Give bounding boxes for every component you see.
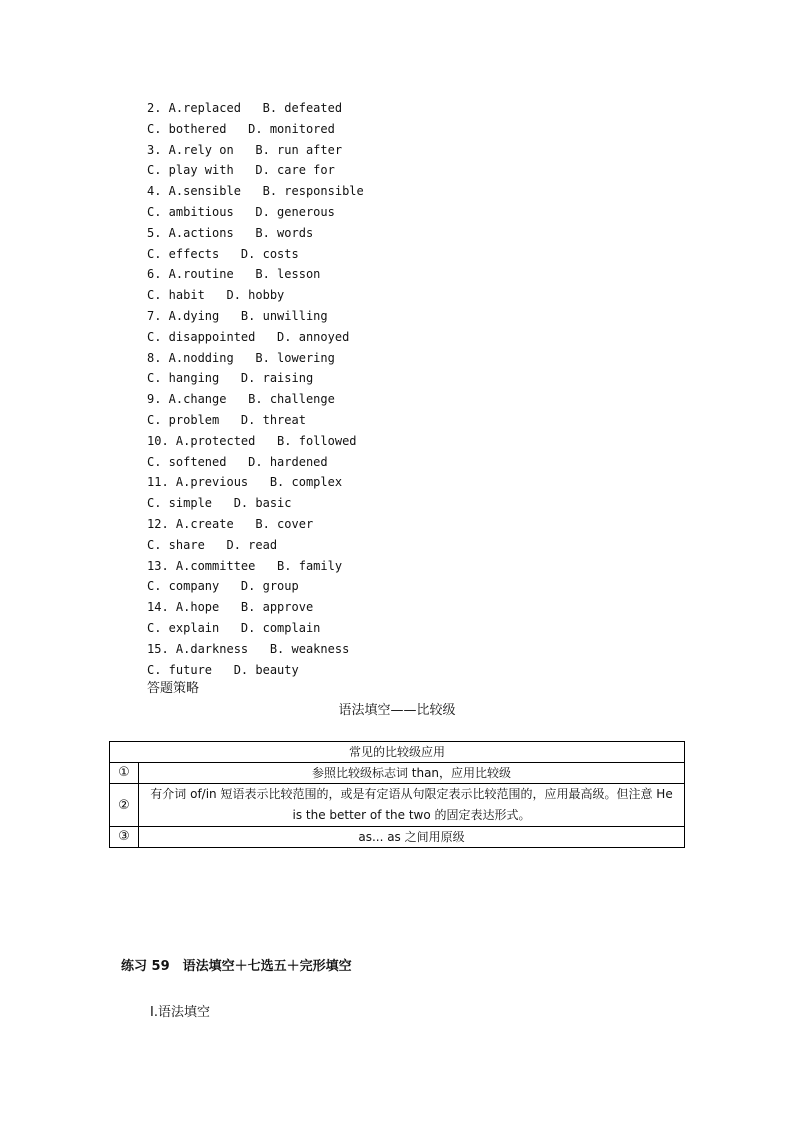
option-line: C. simple D. basic — [147, 496, 292, 511]
row-text: 参照比较级标志词 than，应用比较级 — [139, 763, 685, 784]
option-line: C. future D. beauty — [147, 662, 299, 677]
option-line: C. bothered D. monitored — [147, 121, 335, 136]
table-row — [110, 763, 685, 784]
option-line: 9. A.change B. challenge — [147, 392, 335, 407]
option-line: 7. A.dying B. unwilling — [147, 308, 328, 323]
section-title: 语法填空——比较级 — [338, 703, 456, 718]
option-line: 15. A.darkness B. weakness — [147, 641, 350, 656]
part-title: Ⅰ.语法填空 — [150, 1005, 210, 1020]
option-line: C. explain D. complain — [147, 620, 321, 635]
strategy-label: 答题策略 — [147, 681, 200, 696]
option-line: 3. A.rely on B. run after — [147, 142, 343, 157]
row-text: 有介词 of/in 短语表示比较范围的，或是有定语从句限定表示比较范围的，应用最高级。但注意 He is the better of the two 的固定表达形式。 — [139, 784, 685, 827]
table-row — [110, 827, 685, 848]
comparative-usage-table — [109, 741, 685, 848]
table-header: 常见的比较级应用 — [110, 742, 685, 763]
option-line: 2. A.replaced B. defeated — [147, 101, 343, 115]
option-line: C. effects D. costs — [147, 246, 299, 261]
option-line: C. softened D. hardened — [147, 454, 328, 469]
row-text: as... as 之间用原级 — [139, 827, 685, 848]
option-line: 4. A.sensible B. responsible — [147, 184, 364, 199]
option-line: 5. A.actions B. words — [147, 225, 314, 240]
option-line: 13. A.committee B. family — [147, 558, 343, 573]
option-line: 11. A.previous B. complex — [147, 475, 343, 490]
option-line: 12. A.create B. cover — [147, 516, 314, 531]
row-number: ② — [110, 784, 139, 827]
option-line: 14. A.hope B. approve — [147, 600, 314, 615]
option-line: C. play with D. care for — [147, 163, 335, 178]
row-number: ① — [110, 763, 139, 784]
option-line: 10. A.protected B. followed — [147, 433, 357, 448]
exercise-title: 练习 59 语法填空＋七选五＋完形填空 — [121, 959, 352, 974]
option-line: C. share D. read — [147, 537, 278, 552]
option-line: C. habit D. hobby — [147, 288, 285, 303]
row-number: ③ — [110, 827, 139, 848]
option-line: 8. A.nodding B. lowering — [147, 350, 335, 365]
answer-options-list — [147, 98, 364, 680]
option-line: C. ambitious D. generous — [147, 204, 335, 219]
table-row — [110, 784, 685, 827]
option-line: C. problem D. threat — [147, 412, 306, 427]
option-line: C. hanging D. raising — [147, 371, 314, 386]
option-line: 6. A.routine B. lesson — [147, 267, 321, 282]
option-line: C. disappointed D. annoyed — [147, 329, 350, 344]
option-line: C. company D. group — [147, 579, 299, 594]
